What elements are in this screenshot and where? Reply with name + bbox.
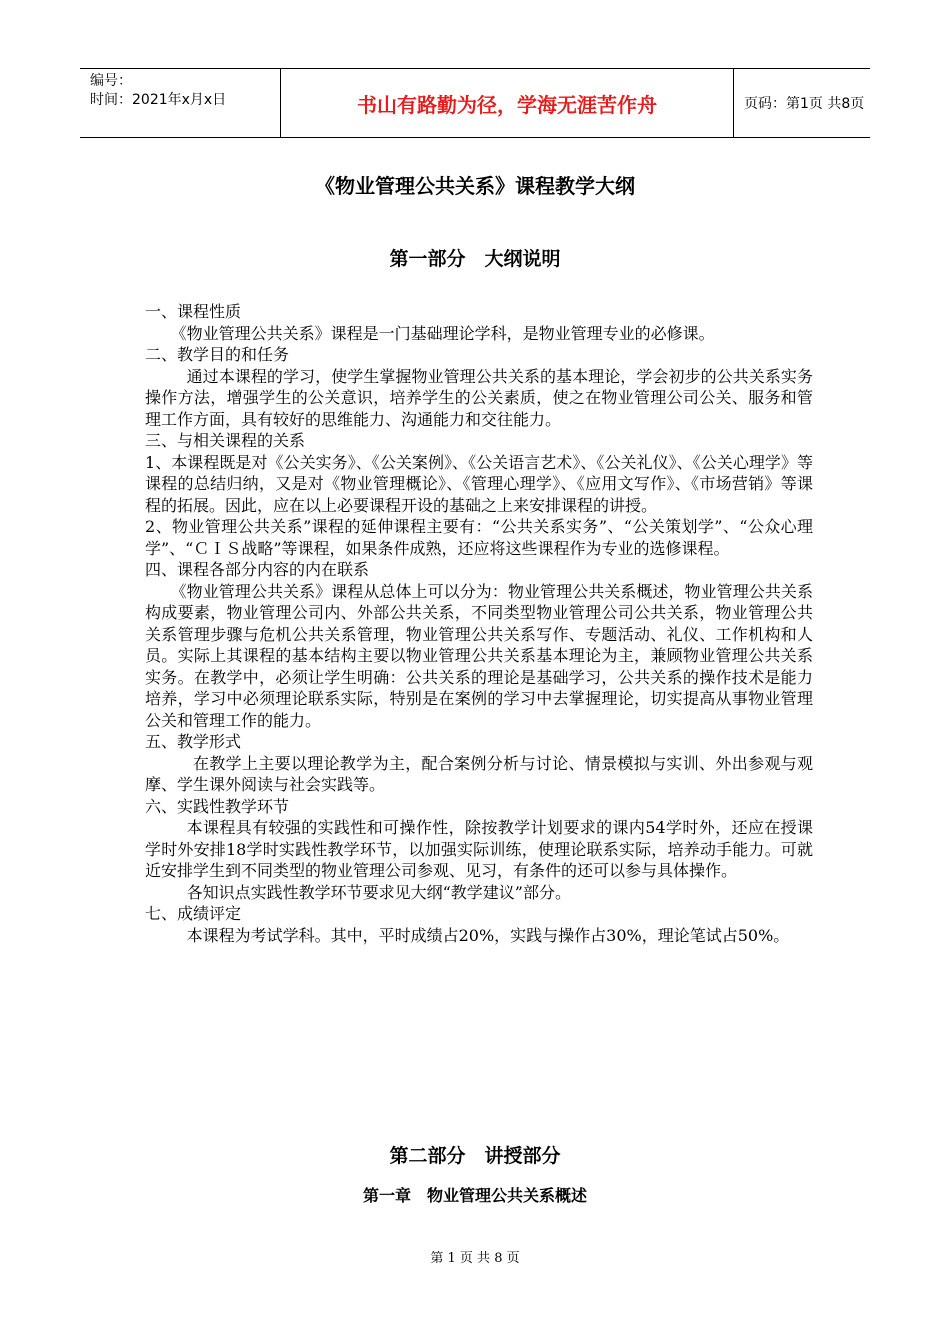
paragraph: 通过本课程的学习，使学生掌握物业管理公共关系的基本理论，学会初步的公共关系实务操作方法，增强学生的公关意识，培养学生的公关素质，使之在物业管理公司公关、服务和管理工作方面，具有较好的思维能力、沟通能力和交往能力。 xyxy=(145,366,813,429)
paragraph: 本课程为考试学科。其中，平时成绩占20%，实践与操作占30%，理论笔试占50%。 xyxy=(186,925,790,945)
paragraph: 本课程具有较强的实践性和可操作性，除按教学计划要求的课内54学时外，还应在授课学时外安排18学时实践性教学环节，以加强实际训练，使理论联系实际，培养动手能力。可就近安排学生到不同类型的物业管理公司参观、见习，有条件的还可以参与具体操作。 xyxy=(145,818,813,880)
part1-title: 第一部分 大纲说明 xyxy=(389,248,561,270)
chapter1-title: 第一章 物业管理公共关系概述 xyxy=(362,1186,587,1205)
document-title: 《物业管理公共关系》课程教学大纲 xyxy=(315,174,635,198)
page-header xyxy=(80,68,870,138)
section-heading: 一、课程性质 xyxy=(145,302,242,321)
document-body xyxy=(145,301,813,946)
paragraph: 各知识点实践性教学环节要求见大纲“教学建议”部分。 xyxy=(186,882,571,902)
page-footer: 第 1 页 共 8 页 xyxy=(430,1251,520,1266)
paragraph: 《物业管理公共关系》课程是一门基础理论学科，是物业管理专业的必修课。 xyxy=(170,323,715,343)
section-heading: 二、教学目的和任务 xyxy=(145,345,290,364)
paragraph: 1、本课程既是对《公关实务》、《公关案例》、《公关语言艺术》、《公关礼仪》、《公关心理学》等课程的总结归纳，又是对《物业管理概论》、《管理心理学》、《应用文写作》、《市场营销》等课程的拓展。因此，应在以上必要课程开设的基础之上来安排课程的讲授。 xyxy=(145,452,813,515)
paragraph: 《物业管理公共关系》课程从总体上可以分为：物业管理公共关系概述，物业管理公共关系构成要素，物业管理公司内、外部公共关系，不同类型物业管理公司公共关系，物业管理公共关系管理步骤与危机公共关系管理，物业管理公共关系写作、专题活动、礼仪、工作机构和人员。实际上其课程的基本结构主要以物业管理公共关系基本理论为主，兼顾物业管理公共关系实务。在教学中，必须让学生明确：公共关系的理论是基础学习，公共关系的操作技术是能力培养，学习中必须理论联系实际，特别是在案例的学习中去掌握理论，切实提高从事物业管理公关和管理工作的能力。 xyxy=(145,581,813,730)
header-page-label: 页码：第1页 共8页 xyxy=(744,96,865,112)
paragraph: 2、物业管理公共关系”课程的延伸课程主要有：“公共关系实务”、“公关策划学”、“公众心理学”、“ＣＩＳ战略”等课程，如果条件成熟，还应将这些课程作为专业的选修课程。 xyxy=(145,517,813,558)
section-heading: 七、成绩评定 xyxy=(145,904,242,923)
paragraph: 在教学上主要以理论教学为主，配合案例分析与讨论、情景模拟与实训、外出参观与观摩、学生课外阅读与社会实践等。 xyxy=(145,753,813,794)
section-heading: 五、教学形式 xyxy=(145,732,242,751)
section-heading: 六、实践性教学环节 xyxy=(145,796,290,816)
part2-title: 第二部分 讲授部分 xyxy=(389,1145,561,1167)
document-time-label: 时间：2021年x月x日 xyxy=(90,92,227,108)
section-heading: 四、课程各部分内容的内在联系 xyxy=(145,560,370,579)
document-number-label: 编号： xyxy=(90,73,132,89)
header-motto: 书山有路勤为径，学海无涯苦作舟 xyxy=(280,69,734,137)
header-meta xyxy=(80,69,280,137)
section-heading: 三、与相关课程的关系 xyxy=(145,431,306,450)
